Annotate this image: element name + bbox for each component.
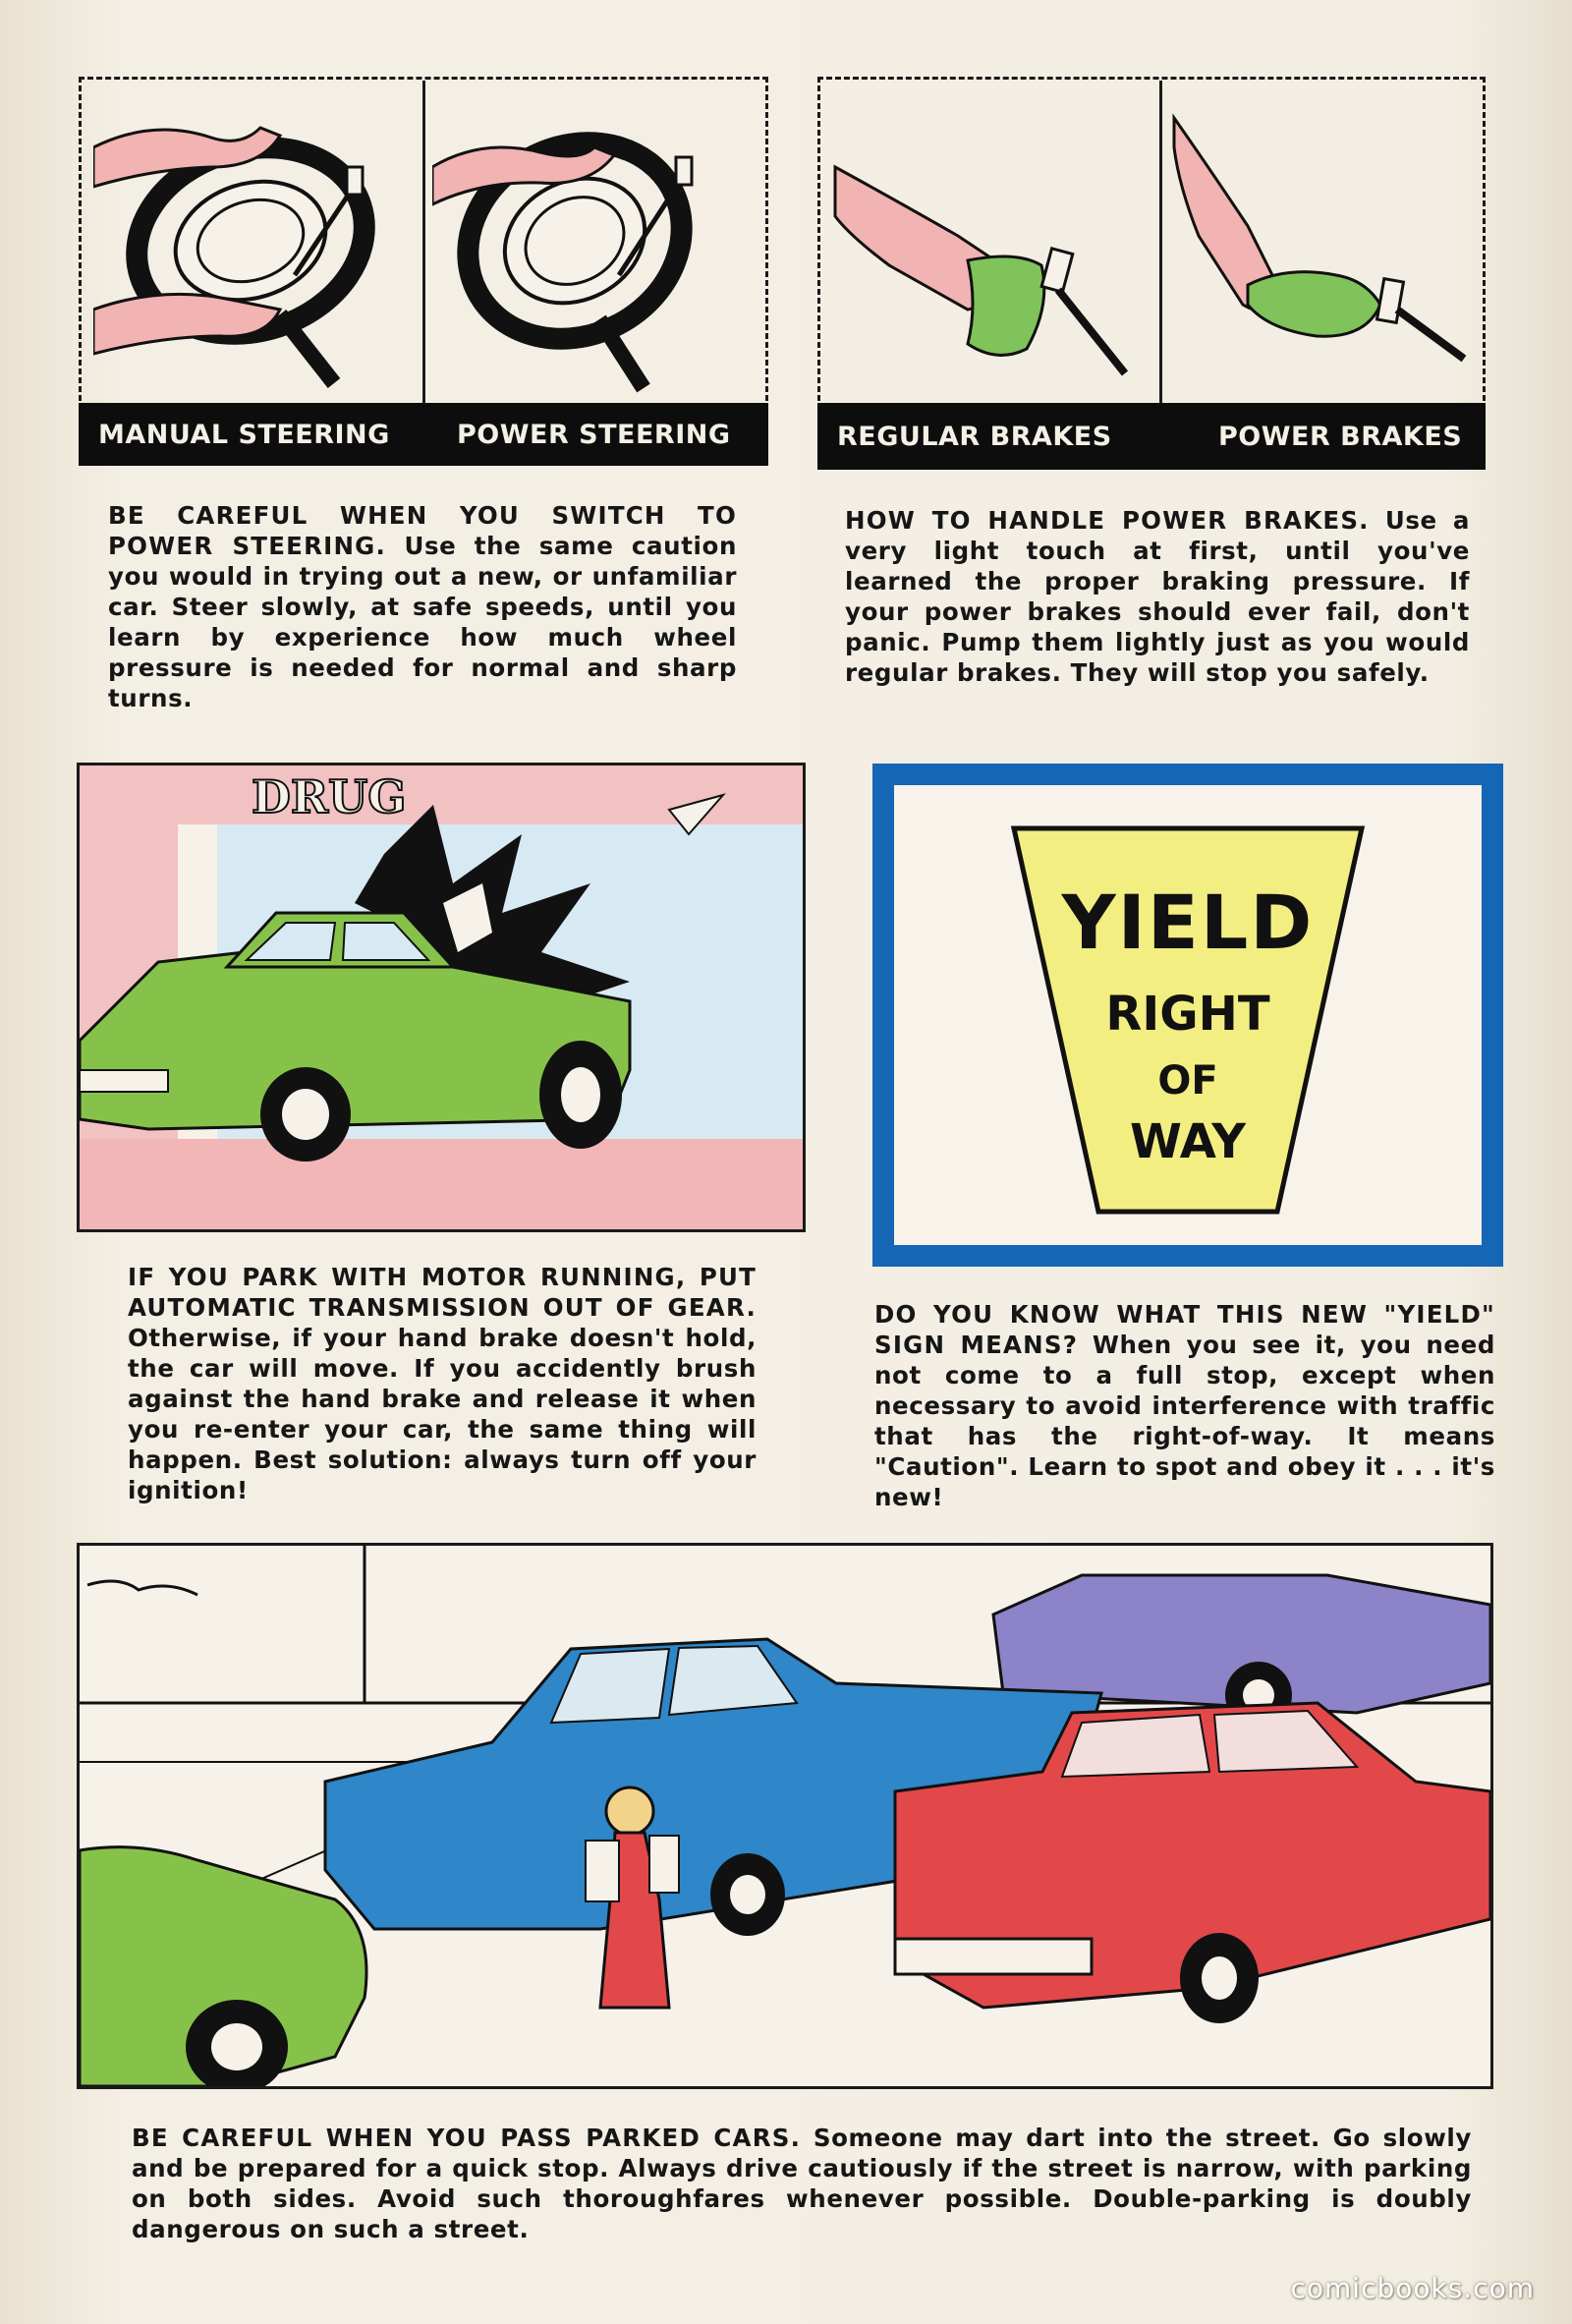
yield-panel <box>872 764 1503 1267</box>
parked-cars-paragraph <box>132 2123 1472 2244</box>
crash-lead-text: IF YOU PARK WITH MOTOR RUNNING, PUT AUTOMATIC TRANSMISSION OUT OF GEAR. <box>128 1263 757 1322</box>
power-steering-label: POWER STEERING <box>457 419 731 450</box>
yield-sign-line4: WAY <box>1129 1114 1247 1169</box>
brakes-paragraph <box>845 505 1470 688</box>
power-brakes-label: POWER BRAKES <box>1218 421 1463 452</box>
crash-panel <box>77 763 806 1232</box>
steering-body-text: Use the same caution you would in trying out a new, or unfamiliar car. Steer slowly, at safe speeds, until you learn by experience how much wheel pressure is needed for normal and sharp turns. <box>108 532 737 712</box>
parked-cars-body-text: Someone may dart into the street. Go slowly and be prepared for a quick stop. Always drive cautiously if the street is narrow, with parking on both sides. Avoid such thoroughfares whenever possible. Double-parking is doubly dangerous on such a street. <box>132 2124 1472 2243</box>
brakes-caption-bar <box>817 403 1486 470</box>
steering-paragraph <box>108 500 737 713</box>
yield-sign-line2: RIGHT <box>1105 987 1270 1042</box>
brakes-body-text: Use a very light touch at first, until you've learned the proper braking pressure. If your power brakes should ever fail, don't panic. Pump them lightly just as you would regular brakes. They will stop you safely. <box>845 506 1470 687</box>
parked-cars-lead-text: BE CAREFUL WHEN YOU PASS PARKED CARS. <box>132 2124 802 2152</box>
store-sign-text: DRUG <box>252 770 407 823</box>
yield-body-text: When you see it, you need not come to a full stop, except when necessary to avoid interference with traffic that has the right-of-way. It means "Caution". Learn to spot and obey it . . . it's new! <box>874 1331 1495 1511</box>
power-steering-illustration <box>432 108 757 393</box>
yield-paragraph <box>874 1299 1495 1512</box>
regular-brakes-illustration <box>830 157 1154 393</box>
brakes-lead-text: HOW TO HANDLE POWER BRAKES. <box>845 506 1370 535</box>
yield-sign-line3: OF <box>1157 1058 1218 1104</box>
yield-lead-text: DO YOU KNOW WHAT THIS NEW "YIELD" SIGN MEANS? <box>874 1300 1495 1359</box>
steering-lead-text: BE CAREFUL WHEN YOU SWITCH TO POWER STEERING. <box>108 501 737 560</box>
crash-illustration <box>80 765 803 1229</box>
parked-cars-illustration <box>80 1546 1490 2086</box>
parked-cars-panel <box>77 1543 1493 2089</box>
manual-steering-label: MANUAL STEERING <box>98 419 390 450</box>
regular-brakes-label: REGULAR BRAKES <box>837 421 1112 452</box>
yield-sign-line1: YIELD <box>1061 879 1315 966</box>
site-watermark: comicbooks.com <box>1290 2272 1535 2304</box>
crash-paragraph <box>128 1262 757 1505</box>
brakes-divider <box>1159 81 1162 403</box>
power-brakes-illustration <box>1169 108 1484 393</box>
steering-caption-bar <box>79 403 768 466</box>
crash-body-text: Otherwise, if your hand brake doesn't hold, the car will move. If you accidently brush against the hand brake and release it when you re-enter your car, the same thing will happen. Best solution: always turn off your ignition! <box>128 1324 757 1504</box>
manual-steering-illustration <box>93 108 413 393</box>
steering-divider <box>422 81 425 403</box>
